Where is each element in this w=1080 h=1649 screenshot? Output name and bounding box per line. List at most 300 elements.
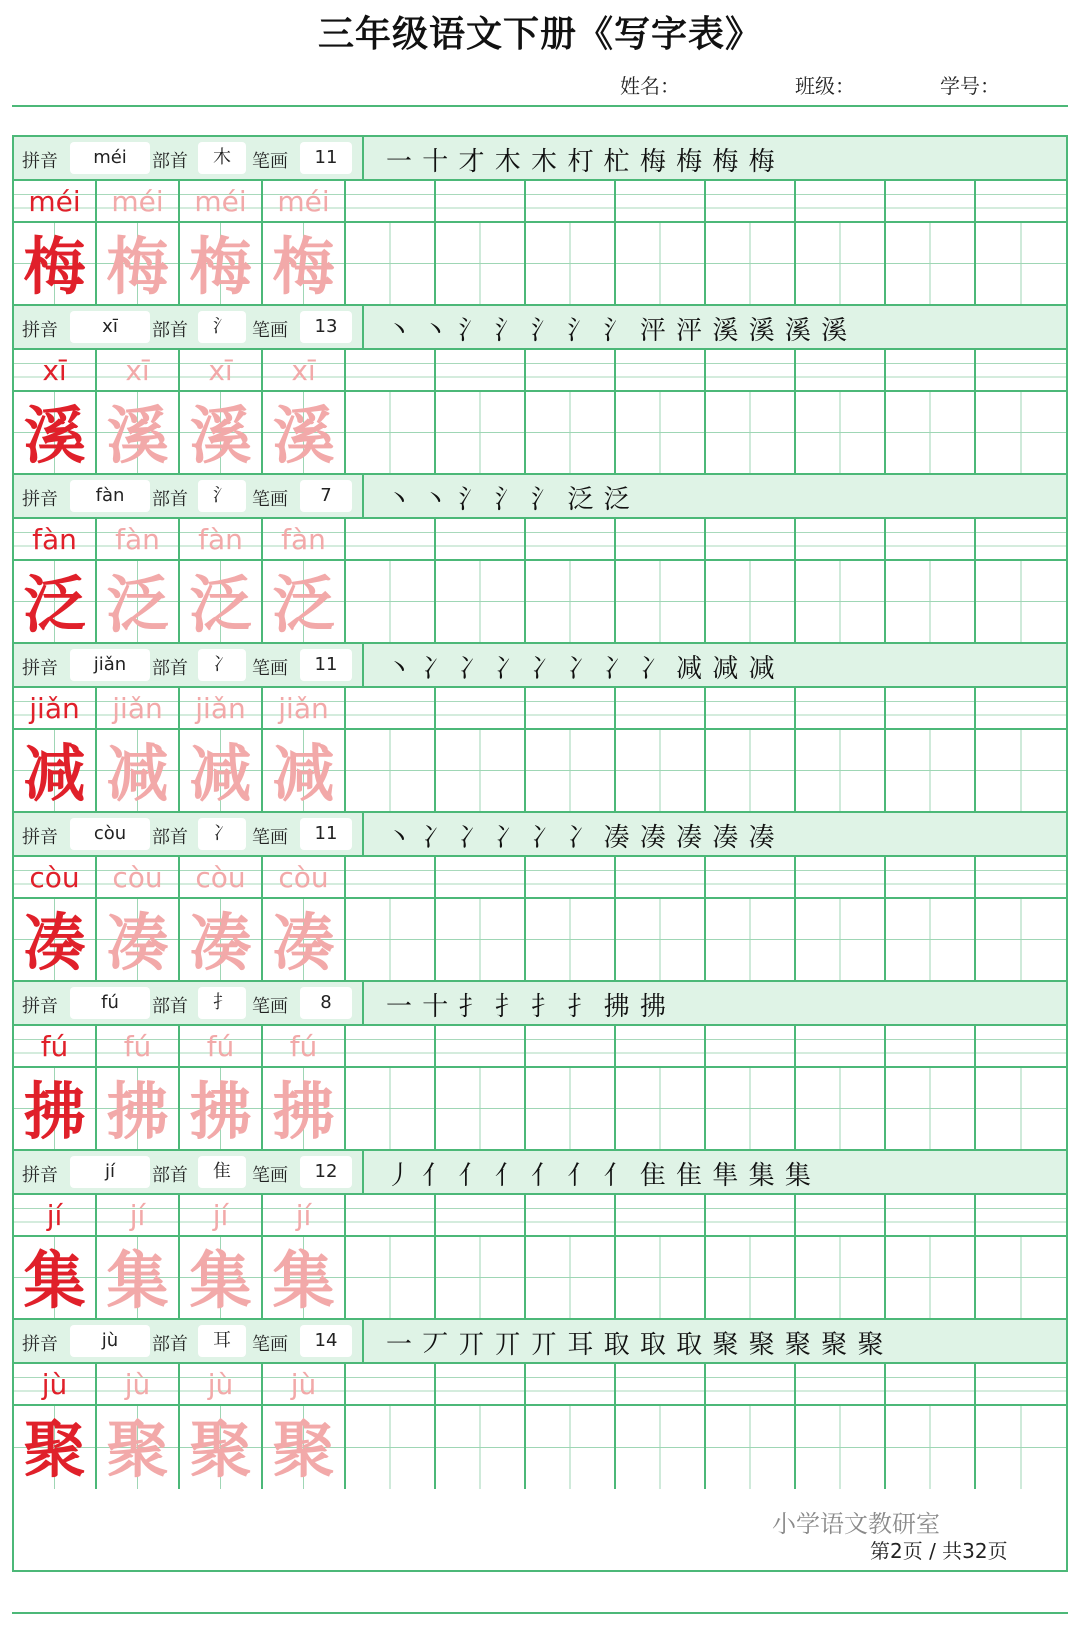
character-blank-cell bbox=[526, 223, 616, 304]
pinyin-model: jiǎn bbox=[29, 692, 80, 725]
pinyin-trace: jù bbox=[207, 1368, 234, 1401]
pinyin-blank-cell bbox=[796, 519, 886, 559]
pinyin-model: còu bbox=[29, 861, 80, 894]
character-blank-cell bbox=[526, 1406, 616, 1489]
pinyin-blank-cell bbox=[796, 181, 886, 221]
pinyin-trace: méi bbox=[277, 185, 330, 218]
pinyin-trace: xī bbox=[125, 354, 150, 387]
character-practice-row bbox=[14, 1406, 1066, 1489]
character-block bbox=[14, 1151, 1066, 1320]
character-trace-cell bbox=[180, 561, 263, 642]
pinyin-blank-cell bbox=[706, 688, 796, 728]
radical-label: 部首 bbox=[152, 658, 188, 679]
stroke-order: 丶 丶 氵 氵 氵 氵 氵 泙 泙 溪 溪 溪 溪 bbox=[386, 316, 849, 346]
character-trace: 梅 bbox=[106, 230, 169, 303]
pinyin-trace: còu bbox=[278, 861, 329, 894]
pinyin-trace: jù bbox=[124, 1368, 151, 1401]
pinyin-trace-cell bbox=[180, 519, 263, 559]
pinyin-blank-cell bbox=[346, 857, 436, 897]
character-practice-row bbox=[14, 730, 1066, 813]
pinyin-blank-cell bbox=[436, 857, 526, 897]
character-trace: 减 bbox=[106, 737, 169, 810]
character-info-row bbox=[14, 1320, 1066, 1364]
pinyin-blank-cell bbox=[436, 350, 526, 390]
pinyin-trace-cell bbox=[263, 1195, 346, 1235]
pinyin-trace-cell bbox=[263, 350, 346, 390]
character-blank-cell bbox=[796, 730, 886, 811]
character-blank-cell bbox=[706, 1237, 796, 1318]
character-trace: 集 bbox=[106, 1244, 169, 1317]
radical-label: 部首 bbox=[152, 996, 188, 1017]
pinyin-model-cell bbox=[14, 181, 97, 221]
character-trace-cell bbox=[97, 1237, 180, 1318]
character-trace-cell bbox=[180, 223, 263, 304]
student-info-fields bbox=[560, 70, 1040, 100]
pinyin-blank-cell bbox=[346, 1026, 436, 1066]
radical-label: 部首 bbox=[152, 489, 188, 510]
stroke-count-label: 笔画 bbox=[252, 489, 288, 510]
pinyin-model: fú bbox=[40, 1030, 69, 1063]
character-blank-cell bbox=[976, 223, 1066, 304]
character-model-cell bbox=[14, 899, 97, 980]
character-trace: 溪 bbox=[106, 399, 169, 472]
pinyin-label: 拼音 bbox=[22, 320, 58, 341]
character-block bbox=[14, 644, 1066, 813]
pinyin-blank-cell bbox=[346, 1364, 436, 1404]
pinyin-practice-row bbox=[14, 857, 1066, 899]
pinyin-trace: fú bbox=[123, 1030, 152, 1063]
pinyin-blank-cell bbox=[526, 1364, 616, 1404]
pinyin-practice-row bbox=[14, 688, 1066, 730]
pinyin-practice-row bbox=[14, 181, 1066, 223]
pinyin-label: 拼音 bbox=[22, 489, 58, 510]
character-model: 聚 bbox=[23, 1413, 86, 1486]
radical-value: 氵 bbox=[198, 480, 246, 512]
stroke-order: 丶 冫 冫 冫 冫 冫 冫 冫 减 减 减 bbox=[386, 654, 776, 684]
pinyin-value: méi bbox=[70, 142, 150, 174]
pinyin-blank-cell bbox=[616, 688, 706, 728]
stroke-count-label: 笔画 bbox=[252, 151, 288, 172]
radical-value: 耳 bbox=[198, 1325, 246, 1357]
character-info bbox=[14, 1320, 364, 1362]
character-trace: 溪 bbox=[189, 399, 252, 472]
stroke-order: 丿 亻 亻 亻 亻 亻 亻 隹 隹 隼 集 集 bbox=[386, 1161, 812, 1191]
pinyin-practice-row bbox=[14, 1364, 1066, 1406]
pinyin-blank-cell bbox=[436, 1026, 526, 1066]
pinyin-trace: fàn bbox=[198, 523, 243, 556]
character-trace-cell bbox=[97, 1068, 180, 1149]
pinyin-blank-cell bbox=[436, 1195, 526, 1235]
pinyin-blank-cell bbox=[616, 1364, 706, 1404]
pinyin-trace: méi bbox=[194, 185, 247, 218]
stroke-order: 丶 冫 冫 冫 冫 冫 凑 凑 凑 凑 凑 bbox=[386, 823, 776, 853]
writing-sheet bbox=[12, 135, 1068, 1572]
student-number-label: 学号： bbox=[940, 74, 1000, 98]
pinyin-trace: xī bbox=[208, 354, 233, 387]
pinyin-blank-cell bbox=[886, 857, 976, 897]
character-blank-cell bbox=[796, 392, 886, 473]
footer-divider bbox=[12, 1612, 1068, 1614]
pinyin-trace-cell bbox=[263, 1026, 346, 1066]
character-blank-cell bbox=[976, 392, 1066, 473]
character-blank-cell bbox=[526, 899, 616, 980]
character-blank-cell bbox=[616, 561, 706, 642]
character-trace: 凑 bbox=[272, 906, 335, 979]
character-practice-row bbox=[14, 561, 1066, 644]
pinyin-blank-cell bbox=[526, 181, 616, 221]
radical-label: 部首 bbox=[152, 1334, 188, 1355]
character-blank-cell bbox=[886, 1068, 976, 1149]
pinyin-value: fú bbox=[70, 987, 150, 1019]
pinyin-blank-cell bbox=[436, 1364, 526, 1404]
character-model-cell bbox=[14, 1068, 97, 1149]
pinyin-model-cell bbox=[14, 350, 97, 390]
pinyin-model-cell bbox=[14, 1195, 97, 1235]
character-trace: 集 bbox=[189, 1244, 252, 1317]
character-info-row bbox=[14, 306, 1066, 350]
pinyin-trace: xī bbox=[291, 354, 316, 387]
character-model: 减 bbox=[23, 737, 86, 810]
character-blank-cell bbox=[526, 1068, 616, 1149]
pinyin-blank-cell bbox=[886, 1026, 976, 1066]
pinyin-blank-cell bbox=[346, 181, 436, 221]
character-practice-row bbox=[14, 392, 1066, 475]
character-practice-row bbox=[14, 1237, 1066, 1320]
pinyin-trace-cell bbox=[263, 181, 346, 221]
character-blank-cell bbox=[706, 223, 796, 304]
pinyin-blank-cell bbox=[706, 857, 796, 897]
character-blank-cell bbox=[346, 392, 436, 473]
character-trace-cell bbox=[97, 899, 180, 980]
pinyin-value: jù bbox=[70, 1325, 150, 1357]
character-model: 集 bbox=[23, 1244, 86, 1317]
character-trace-cell bbox=[97, 392, 180, 473]
stroke-count-value: 11 bbox=[300, 818, 352, 850]
pinyin-blank-cell bbox=[886, 519, 976, 559]
pinyin-blank-cell bbox=[706, 1195, 796, 1235]
character-trace-cell bbox=[263, 1237, 346, 1318]
pinyin-trace-cell bbox=[180, 857, 263, 897]
character-blank-cell bbox=[976, 561, 1066, 642]
pinyin-practice-row bbox=[14, 519, 1066, 561]
character-trace: 凑 bbox=[106, 906, 169, 979]
pinyin-trace-cell bbox=[263, 1364, 346, 1404]
character-blank-cell bbox=[976, 1068, 1066, 1149]
character-blank-cell bbox=[346, 223, 436, 304]
pinyin-practice-row bbox=[14, 1195, 1066, 1237]
pinyin-blank-cell bbox=[616, 1026, 706, 1066]
character-trace: 聚 bbox=[272, 1413, 335, 1486]
character-blank-cell bbox=[886, 730, 976, 811]
pinyin-trace-cell bbox=[97, 857, 180, 897]
character-trace-cell bbox=[263, 1406, 346, 1489]
class-label: 班级： bbox=[795, 74, 855, 98]
character-trace: 拂 bbox=[189, 1075, 252, 1148]
radical-value: 木 bbox=[198, 142, 246, 174]
stroke-count-label: 笔画 bbox=[252, 996, 288, 1017]
pinyin-trace: méi bbox=[111, 185, 164, 218]
pinyin-blank-cell bbox=[796, 1364, 886, 1404]
pinyin-trace-cell bbox=[263, 857, 346, 897]
character-blank-cell bbox=[346, 899, 436, 980]
radical-label: 部首 bbox=[152, 320, 188, 341]
character-trace-cell bbox=[180, 392, 263, 473]
radical-value: 冫 bbox=[198, 649, 246, 681]
character-trace: 梅 bbox=[189, 230, 252, 303]
character-trace-cell bbox=[97, 730, 180, 811]
pinyin-blank-cell bbox=[976, 1364, 1066, 1404]
pinyin-blank-cell bbox=[346, 350, 436, 390]
character-blank-cell bbox=[886, 223, 976, 304]
stroke-count-label: 笔画 bbox=[252, 1165, 288, 1186]
pinyin-value: jiǎn bbox=[70, 649, 150, 681]
pinyin-model: fàn bbox=[32, 523, 77, 556]
character-blank-cell bbox=[616, 730, 706, 811]
stroke-count-value: 13 bbox=[300, 311, 352, 343]
pinyin-model-cell bbox=[14, 519, 97, 559]
pinyin-model: méi bbox=[28, 185, 81, 218]
pinyin-blank-cell bbox=[616, 181, 706, 221]
character-info-row bbox=[14, 813, 1066, 857]
character-trace: 凑 bbox=[189, 906, 252, 979]
radical-value: 扌 bbox=[198, 987, 246, 1019]
character-trace: 集 bbox=[272, 1244, 335, 1317]
character-trace-cell bbox=[263, 561, 346, 642]
radical-value: 隹 bbox=[198, 1156, 246, 1188]
pinyin-practice-row bbox=[14, 1026, 1066, 1068]
pinyin-blank-cell bbox=[976, 1026, 1066, 1066]
stroke-count-value: 8 bbox=[300, 987, 352, 1019]
character-trace-cell bbox=[263, 899, 346, 980]
stroke-order: 一 丆 丌 丌 丌 耳 取 取 取 聚 聚 聚 聚 聚 bbox=[386, 1330, 885, 1360]
character-blank-cell bbox=[616, 223, 706, 304]
character-trace-cell bbox=[180, 1237, 263, 1318]
pinyin-blank-cell bbox=[616, 519, 706, 559]
pinyin-blank-cell bbox=[526, 688, 616, 728]
pinyin-blank-cell bbox=[706, 1364, 796, 1404]
watermark: 小学语文教研室 bbox=[772, 1510, 940, 1538]
character-trace: 减 bbox=[272, 737, 335, 810]
pinyin-blank-cell bbox=[796, 857, 886, 897]
pinyin-blank-cell bbox=[706, 1026, 796, 1066]
character-blank-cell bbox=[616, 1406, 706, 1489]
character-trace: 聚 bbox=[106, 1413, 169, 1486]
character-trace-cell bbox=[263, 1068, 346, 1149]
pinyin-trace: jí bbox=[295, 1199, 312, 1232]
pinyin-trace: jí bbox=[212, 1199, 229, 1232]
character-blank-cell bbox=[796, 1406, 886, 1489]
stroke-count-label: 笔画 bbox=[252, 320, 288, 341]
character-trace: 拂 bbox=[106, 1075, 169, 1148]
pinyin-practice-row bbox=[14, 350, 1066, 392]
character-block bbox=[14, 306, 1066, 475]
character-info-row bbox=[14, 475, 1066, 519]
character-practice-row bbox=[14, 899, 1066, 982]
pinyin-model-cell bbox=[14, 1026, 97, 1066]
character-info-row bbox=[14, 982, 1066, 1026]
character-trace-cell bbox=[180, 1406, 263, 1489]
pinyin-trace: jiǎn bbox=[195, 692, 246, 725]
pinyin-blank-cell bbox=[436, 688, 526, 728]
pinyin-blank-cell bbox=[976, 350, 1066, 390]
character-blank-cell bbox=[796, 1068, 886, 1149]
pinyin-blank-cell bbox=[346, 1195, 436, 1235]
character-model: 拂 bbox=[23, 1075, 86, 1148]
character-model-cell bbox=[14, 561, 97, 642]
character-trace: 泛 bbox=[189, 568, 252, 641]
pinyin-blank-cell bbox=[706, 181, 796, 221]
pinyin-trace: fú bbox=[289, 1030, 318, 1063]
pinyin-trace: fàn bbox=[115, 523, 160, 556]
stroke-count-value: 11 bbox=[300, 142, 352, 174]
pinyin-trace-cell bbox=[97, 1026, 180, 1066]
pinyin-blank-cell bbox=[796, 1195, 886, 1235]
pinyin-blank-cell bbox=[436, 519, 526, 559]
pinyin-trace: fú bbox=[206, 1030, 235, 1063]
character-blank-cell bbox=[346, 1237, 436, 1318]
character-model-cell bbox=[14, 1406, 97, 1489]
character-model: 梅 bbox=[23, 230, 86, 303]
character-block bbox=[14, 1320, 1066, 1489]
pinyin-blank-cell bbox=[526, 519, 616, 559]
pinyin-trace-cell bbox=[97, 1195, 180, 1235]
character-trace-cell bbox=[180, 899, 263, 980]
pinyin-blank-cell bbox=[886, 350, 976, 390]
character-trace-cell bbox=[263, 392, 346, 473]
character-blank-cell bbox=[436, 1406, 526, 1489]
character-blank-cell bbox=[886, 899, 976, 980]
pinyin-blank-cell bbox=[526, 1026, 616, 1066]
character-trace-cell bbox=[263, 730, 346, 811]
pinyin-blank-cell bbox=[976, 519, 1066, 559]
pinyin-trace: jí bbox=[129, 1199, 146, 1232]
pinyin-trace-cell bbox=[97, 350, 180, 390]
pinyin-trace: còu bbox=[112, 861, 163, 894]
character-blank-cell bbox=[706, 1068, 796, 1149]
character-model-cell bbox=[14, 730, 97, 811]
pinyin-trace-cell bbox=[180, 1195, 263, 1235]
pinyin-blank-cell bbox=[796, 1026, 886, 1066]
character-trace: 泛 bbox=[272, 568, 335, 641]
character-blank-cell bbox=[976, 1237, 1066, 1318]
pinyin-trace: jiǎn bbox=[112, 692, 163, 725]
character-blank-cell bbox=[706, 730, 796, 811]
radical-label: 部首 bbox=[152, 1165, 188, 1186]
pinyin-trace-cell bbox=[97, 688, 180, 728]
character-model-cell bbox=[14, 1237, 97, 1318]
pinyin-blank-cell bbox=[976, 1195, 1066, 1235]
character-trace-cell bbox=[180, 730, 263, 811]
radical-label: 部首 bbox=[152, 827, 188, 848]
pinyin-blank-cell bbox=[976, 181, 1066, 221]
pinyin-value: xī bbox=[70, 311, 150, 343]
pinyin-trace-cell bbox=[97, 181, 180, 221]
pinyin-blank-cell bbox=[976, 688, 1066, 728]
radical-value: 氵 bbox=[198, 311, 246, 343]
character-blank-cell bbox=[616, 899, 706, 980]
pinyin-trace: jù bbox=[290, 1368, 317, 1401]
character-blank-cell bbox=[976, 730, 1066, 811]
character-block bbox=[14, 813, 1066, 982]
stroke-count-value: 7 bbox=[300, 480, 352, 512]
pinyin-model-cell bbox=[14, 1364, 97, 1404]
character-trace-cell bbox=[180, 1068, 263, 1149]
character-info bbox=[14, 137, 364, 179]
pinyin-blank-cell bbox=[616, 350, 706, 390]
pinyin-label: 拼音 bbox=[22, 1165, 58, 1186]
pinyin-blank-cell bbox=[436, 181, 526, 221]
character-model: 溪 bbox=[23, 399, 86, 472]
character-blank-cell bbox=[346, 561, 436, 642]
character-blank-cell bbox=[346, 1406, 436, 1489]
character-blank-cell bbox=[886, 392, 976, 473]
character-blank-cell bbox=[976, 899, 1066, 980]
character-blank-cell bbox=[796, 561, 886, 642]
character-blank-cell bbox=[436, 730, 526, 811]
stroke-count-label: 笔画 bbox=[252, 827, 288, 848]
pinyin-trace-cell bbox=[180, 350, 263, 390]
character-blank-cell bbox=[436, 392, 526, 473]
character-trace: 泛 bbox=[106, 568, 169, 641]
stroke-count-value: 12 bbox=[300, 1156, 352, 1188]
pinyin-trace: còu bbox=[195, 861, 246, 894]
pinyin-value: fàn bbox=[70, 480, 150, 512]
pinyin-blank-cell bbox=[796, 350, 886, 390]
character-blank-cell bbox=[616, 1237, 706, 1318]
pinyin-blank-cell bbox=[346, 688, 436, 728]
pinyin-model: jí bbox=[46, 1199, 63, 1232]
character-blank-cell bbox=[886, 1237, 976, 1318]
character-blank-cell bbox=[706, 1406, 796, 1489]
pinyin-blank-cell bbox=[526, 857, 616, 897]
character-blank-cell bbox=[796, 1237, 886, 1318]
stroke-order: 一 十 才 木 木 朾 杧 梅 梅 梅 梅 bbox=[386, 147, 776, 177]
character-trace: 溪 bbox=[272, 399, 335, 472]
pinyin-blank-cell bbox=[796, 688, 886, 728]
pinyin-trace-cell bbox=[97, 519, 180, 559]
pinyin-value: jí bbox=[70, 1156, 150, 1188]
character-blank-cell bbox=[346, 730, 436, 811]
pinyin-blank-cell bbox=[706, 350, 796, 390]
character-blank-cell bbox=[976, 1406, 1066, 1489]
character-blank-cell bbox=[706, 899, 796, 980]
pinyin-trace-cell bbox=[97, 1364, 180, 1404]
character-blank-cell bbox=[886, 1406, 976, 1489]
character-trace: 拂 bbox=[272, 1075, 335, 1148]
pinyin-model-cell bbox=[14, 857, 97, 897]
pinyin-model: jù bbox=[41, 1368, 68, 1401]
page-title: 三年级语文下册《写字表》 bbox=[317, 14, 762, 55]
name-label: 姓名： bbox=[620, 74, 680, 98]
character-blank-cell bbox=[526, 1237, 616, 1318]
pinyin-blank-cell bbox=[616, 1195, 706, 1235]
character-trace: 聚 bbox=[189, 1413, 252, 1486]
character-model: 凑 bbox=[23, 906, 86, 979]
pinyin-blank-cell bbox=[616, 857, 706, 897]
character-blank-cell bbox=[436, 223, 526, 304]
radical-label: 部首 bbox=[152, 151, 188, 172]
character-trace-cell bbox=[263, 223, 346, 304]
character-info bbox=[14, 306, 364, 348]
pinyin-label: 拼音 bbox=[22, 151, 58, 172]
character-blank-cell bbox=[436, 1068, 526, 1149]
character-info bbox=[14, 982, 364, 1024]
stroke-order: 丶 丶 氵 氵 氵 泛 泛 bbox=[386, 485, 631, 515]
stroke-order: 一 十 扌 扌 扌 扌 拂 拂 bbox=[386, 992, 667, 1022]
pinyin-blank-cell bbox=[886, 181, 976, 221]
pinyin-trace-cell bbox=[180, 1026, 263, 1066]
character-blank-cell bbox=[886, 561, 976, 642]
